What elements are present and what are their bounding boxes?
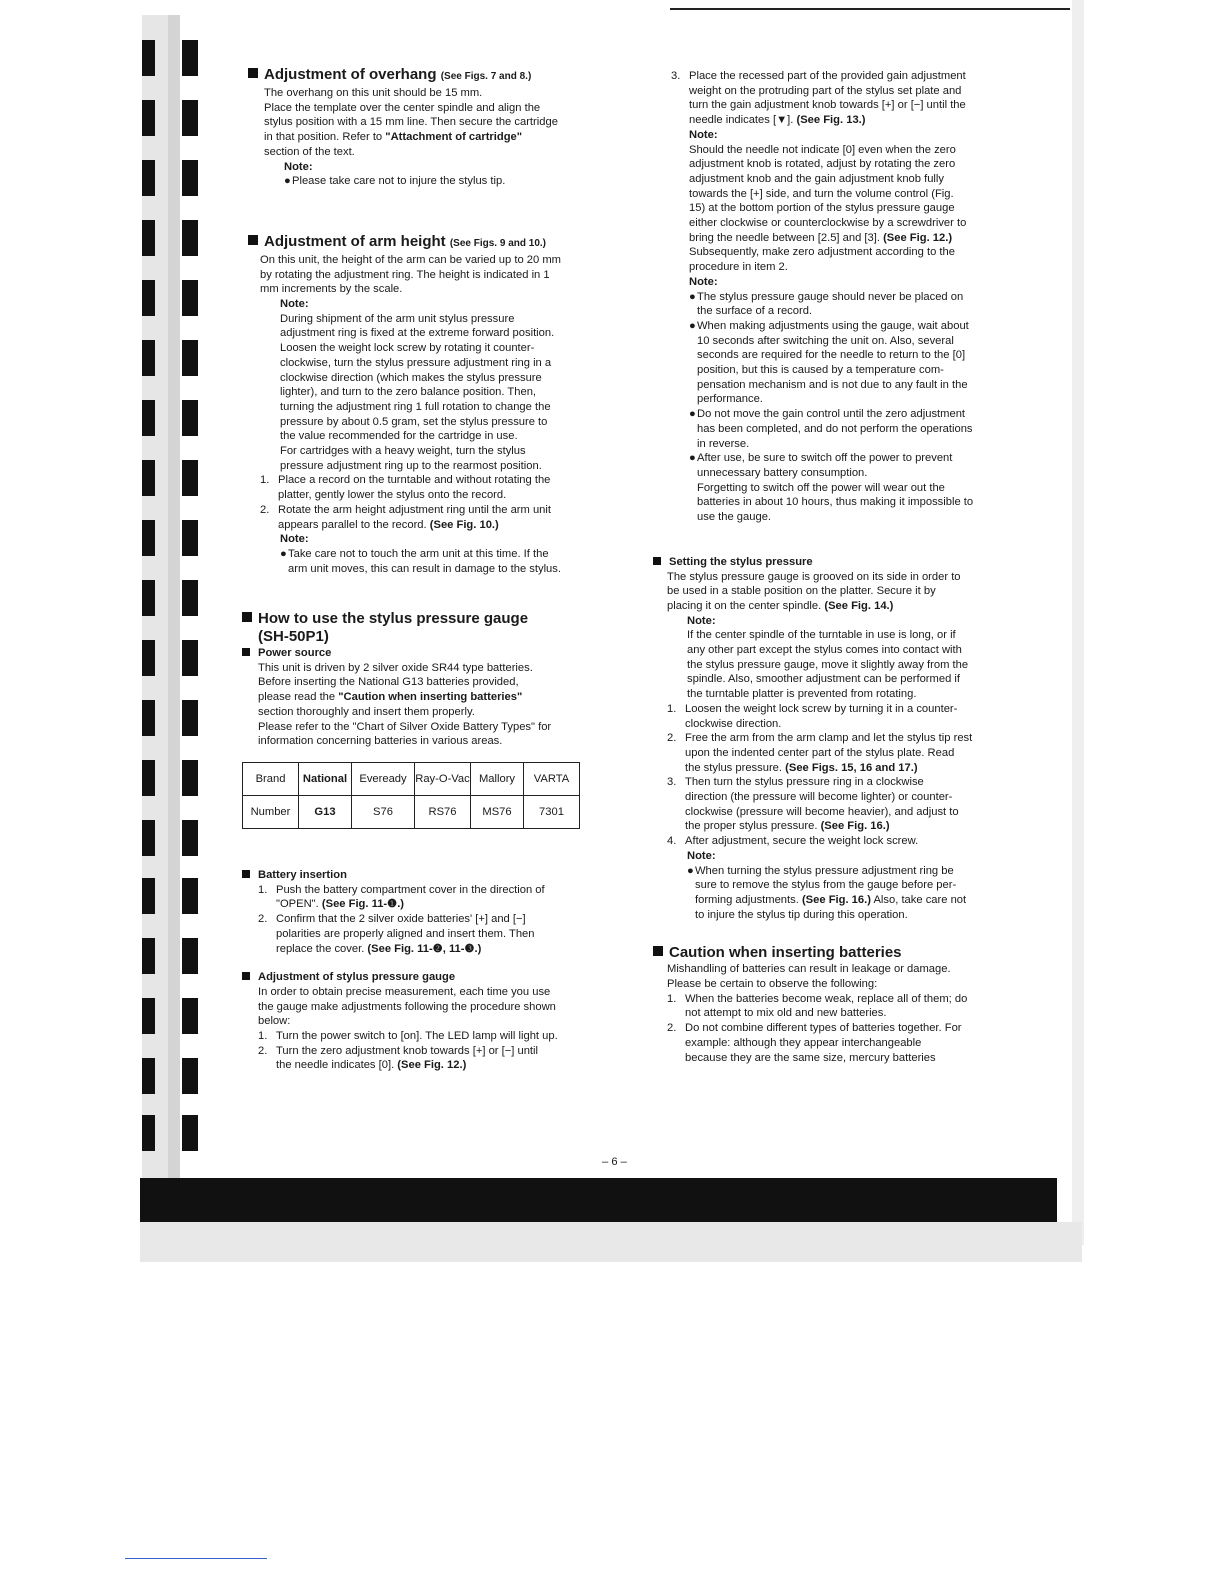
binder-hole	[182, 400, 198, 436]
right-column: 3. Place the recessed part of the provided gain adjustment weight on the protruding part of the stylus set plate and turn the gain adjustment knob towards [+] or [−] until the needle indicates [▼]. (See Fig. 13.) Note: Should the needle not indicate [0] even when the zero adjustment knob is rotated, adjust by rotating the zero adjustment knob and the gain adjustment knob fully towards the [+] side, and turn the volume control (Fig. 15) at the bottom portion of the stylus pressure gauge either clockwise or counterclockwise by a screwdriver to bring the needle between [2.5] and [3]. (See Fig. 12.) Subsequently, make zero adjustment according to the procedure in item 2. Note: ● The stylus pressure gauge should never be placed on the surface of a record. ● When making adjustments using the gauge, wait about 10 seconds after switching the unit on. Also, several seconds are required for the needle to return to the [0] position, but this is caused by a temperature com- pensation mechanism and is not due to any fault in the performance. ● Do not move the gain control until the zero adjustment has been completed, and do not perform the operations in reverse. ● After use, be sure to switch off the power to prevent unnecessary battery consumption. Forgetting to switch off the power will wear out the batteries in about 10 hours, thus making it impossible to use the gauge. Setting the stylus pressure The stylus pressure gauge is grooved on its side in order to be used in a stable position on the platter. Secure it by placing it on the center spindle. (See Fig. 14.) Note: If the center spindle of the turntable in use is long, or if any other part except the stylus comes into contact with the stylus pressure gauge, move it slightly away from the spindle. Also, smoother adjustment can be performed if the turntable platter is prevented from rotating. 1. Loosen the weight lock screw by turning it in a counter- clockwise direction. 2. Free the arm from the arm clamp and let the stylus tip rest upon the indented center part of the stylus plate. Read the stylus pressure. (See Figs. 15, 16 and 17.) 3. Then turn the stylus pressure ring in a clockwise direction (the pressure will become lighter) or counter- clockwise (pressure will become heavier), and adjust to the proper stylus pressure. (See Fig. 16.) 4. After adjustment, secure the weight lock screw. Note: ● When turning the stylus pressure adjustment ring be sure to remove the stylus from the gauge before per- forming adjustments. (See Fig. 16.) Also, take care not to injure the stylus tip during this operation. Caution when inserting batteries Mishandling of batteries can result in leakage or damage. Please be certain to observe the following: 1. When the batteries become weak, replace all of them; do not attempt to mix old and new batteries. 2. Do not combine different types of batteries together. For example: although they appear interchangeable because they are the same size, mercury batteries	[671, 69, 1003, 1065]
table-row: Brand National Eveready Ray-O-Vac Mallory VARTA	[243, 763, 580, 796]
list-item: 2. Rotate the arm height adjustment ring until the arm unit appears parallel to the record. (See Fig. 10.)	[260, 503, 551, 531]
bottom-scan-shadow	[140, 1222, 1082, 1262]
list-item: 2. Turn the zero adjustment knob towards [+] or [−] until the needle indicates [0]. (See Fig. 12.)	[258, 1044, 539, 1072]
dot-bullet-icon: ●	[280, 547, 287, 560]
overhang-heading: Adjustment of overhang (See Figs. 7 and 8.)	[248, 66, 593, 86]
binder-hole	[142, 520, 155, 556]
binder-hole	[142, 640, 155, 676]
arm-height-body: On this unit, the height of the arm can be varied up to 20 mm by rotating the adjustment ring. The height is indicated in 1 mm increments by the scale. Note: During shipment of the arm unit stylus pressure adjustment ring is fixed at the extreme forward position. Loosen the weight lock screw by rotating it counter- clockwise, turn the stylus pressure adjustment ring in a clockwise direction (which makes the stylus pressure lighter), and turn to the zero balance position. Then, turning the adjustment ring 1 full rotation to change the pressure by about 0.5 gram, set the stylus pressure to the value recommended for the cartridge in use. For cartridges with a heavy weight, turn the stylus pressure adjustment ring up to the rearmost position. 1. Place a record on the turntable and without rotating the platter, gently lower the stylus onto the record. 2. Rotate the arm height adjustment ring until the arm unit appears parallel to the record. (See Fig. 10.) Note: ● Take care not to touch the arm unit at this time. If the arm unit moves, this can result in damage to the stylus.	[248, 253, 593, 576]
page-number: – 6 –	[602, 1156, 627, 1168]
list-item: 3. Then turn the stylus pressure ring in a clockwise direction (the pressure will become lighter) or counter- clockwise (pressure will become heavier), and adjust to the proper stylus pressure. (See Fig. 16.)	[667, 776, 959, 833]
binder-hole	[182, 820, 198, 856]
list-item: 2. Free the arm from the arm clamp and let the stylus tip rest upon the indented center part of the stylus plate. Read the stylus pressure. (See Figs. 15, 16 and 17.)	[667, 732, 973, 774]
binder-hole	[182, 938, 198, 974]
page-edge-shadow	[1072, 0, 1084, 1245]
bottom-scan-band	[140, 1178, 1057, 1223]
square-bullet-icon	[248, 235, 258, 245]
binder-hole	[182, 100, 198, 136]
binder-hole	[182, 700, 198, 736]
list-item: 4. After adjustment, secure the weight lock screw.	[667, 835, 919, 848]
binder-hole	[142, 460, 155, 496]
power-source-heading: Power source	[242, 646, 597, 661]
binder-hole	[142, 100, 155, 136]
binder-hole	[182, 580, 198, 616]
binder-hole	[142, 878, 155, 914]
binder-hole	[182, 1115, 198, 1151]
dot-bullet-icon: ●	[689, 408, 696, 421]
binder-hole	[182, 40, 198, 76]
caution-body: Mishandling of batteries can result in leakage or damage. Please be certain to observe the following: 1. When the batteries become weak, replace all of them; do not attempt to mix old and new batteries. 2. Do not combine different types of batteries together. For example: although they appear interchangeable because they are the same size, mercury batteries	[667, 962, 1003, 1065]
binder-hole	[142, 580, 155, 616]
square-bullet-icon	[242, 972, 250, 980]
left-column	[248, 66, 593, 576]
battery-insertion-heading: Battery insertion	[242, 868, 597, 883]
binder-hole	[142, 160, 155, 196]
battery-table	[242, 762, 580, 829]
dot-bullet-icon: ●	[689, 452, 696, 465]
binder-hole	[142, 760, 155, 796]
binder-hole	[142, 938, 155, 974]
binder-hole	[142, 1115, 155, 1151]
list-item: 2. Do not combine different types of batteries together. For example: although they appear interchangeable because they are the same size, mercury batteries	[667, 1022, 962, 1064]
binder-hole	[182, 220, 198, 256]
list-item: 1. Loosen the weight lock screw by turning it in a counter- clockwise direction.	[667, 702, 958, 730]
arm-height-heading: Adjustment of arm height (See Figs. 9 and 10.)	[248, 233, 593, 253]
binder-hole	[142, 700, 155, 736]
square-bullet-icon	[653, 946, 663, 956]
binder-hole	[182, 1058, 198, 1094]
overhang-body: The overhang on this unit should be 15 mm. Place the template over the center spindle and align the stylus position with a 15 mm line. Then secure the cartridge in that position. Refer to "Attachment of cartridge" section of the text. Note: ● Please take care not to injure the stylus tip.	[264, 87, 558, 188]
setting-pressure-heading: Setting the stylus pressure	[653, 555, 1003, 570]
binder-hole	[182, 520, 198, 556]
setting-pressure-body: The stylus pressure gauge is grooved on its side in order to be used in a stable position on the platter. Secure it by placing it on the center spindle. (See Fig. 14.) Note: If the center spindle of the turntable in use is long, or if any other part except the stylus comes into contact with the stylus pressure gauge, move it slightly away from the spindle. Also, smoother adjustment can be performed if the turntable platter is prevented from rotating. 1. Loosen the weight lock screw by turning it in a counter- clockwise direction. 2. Free the arm from the arm clamp and let the stylus tip rest upon the indented center part of the stylus plate. Read the stylus pressure. (See Figs. 15, 16 and 17.) 3. Then turn the stylus pressure ring in a clockwise direction (the pressure will become lighter) or counter- clockwise (pressure will become heavier), and adjust to the proper stylus pressure. (See Fig. 16.) 4. After adjustment, secure the weight lock screw. Note: ● When turning the stylus pressure adjustment ring be sure to remove the stylus from the gauge before per- forming adjustments. (See Fig. 16.) Also, take care not to injure the stylus tip during this operation.	[667, 570, 1003, 923]
binder-hole	[182, 460, 198, 496]
dot-bullet-icon: ●	[689, 319, 696, 332]
insertion-section	[242, 868, 597, 1073]
dot-bullet-icon: ●	[689, 290, 696, 303]
binder-hole	[182, 998, 198, 1034]
binder-hole	[182, 640, 198, 676]
binder-hole	[142, 998, 155, 1034]
square-bullet-icon	[653, 557, 661, 565]
gauge-section: How to use the stylus pressure gauge (SH-50P1) Power source This unit is driven by 2 silver oxide SR44 type batteries. Before inserting the National G13 batteries provided, please read the "Caution when inserting batteries" section thoroughly and insert them properly. Please refer to the "Chart of Silver Oxide Battery Types" for information concerning batteries in various areas.	[242, 610, 597, 749]
list-item: 1. Place a record on the turntable and without rotating the platter, gently lower the stylus onto the record.	[260, 474, 551, 502]
binder-hole	[142, 400, 155, 436]
list-item: 2. Confirm that the 2 silver oxide batteries' [+] and [−] polarities are properly aligned and insert them. Then replace the cover. (See Fig. 11-❷, 11-❸.)	[258, 913, 535, 955]
list-item: 1. When the batteries become weak, replace all of them; do not attempt to mix old and new batteries.	[667, 992, 968, 1020]
dot-bullet-icon: ●	[284, 175, 291, 188]
binder-hole	[182, 280, 198, 316]
gauge-heading: How to use the stylus pressure gauge	[242, 610, 597, 628]
binder-hole	[142, 280, 155, 316]
power-source-body: This unit is driven by 2 silver oxide SR44 type batteries. Before inserting the National G13 batteries provided, please read the "Caution when inserting batteries" section thoroughly and insert them properly. Please refer to the "Chart of Silver Oxide Battery Types" for information concerning batteries in various areas.	[258, 661, 552, 748]
binder-hole	[142, 220, 155, 256]
top-rule	[670, 8, 1070, 10]
square-bullet-icon	[242, 648, 250, 656]
square-bullet-icon	[242, 612, 252, 622]
binder-hole	[182, 760, 198, 796]
gauge-adjustment-body: In order to obtain precise measurement, each time you use the gauge make adjustments following the procedure shown below:	[258, 985, 556, 1028]
table-row: Number G13 S76 RS76 MS76 7301	[243, 796, 580, 829]
square-bullet-icon	[242, 870, 250, 878]
dot-bullet-icon: ●	[687, 864, 694, 877]
binder-hole	[142, 820, 155, 856]
gauge-adjustment-heading: Adjustment of stylus pressure gauge	[242, 970, 597, 985]
binder-hole	[182, 160, 198, 196]
binder-hole	[142, 40, 155, 76]
binder-shadow-inner	[168, 15, 180, 1195]
list-item: 1. Push the battery compartment cover in the direction of "OPEN". (See Fig. 11-❶.)	[258, 883, 545, 911]
square-bullet-icon	[248, 68, 258, 78]
binder-hole	[182, 340, 198, 376]
binder-hole	[142, 340, 155, 376]
binder-hole	[182, 878, 198, 914]
bottom-underline	[125, 1558, 267, 1559]
list-item: 1. Turn the power switch to [on]. The LED lamp will light up.	[258, 1030, 558, 1043]
binder-hole	[142, 1058, 155, 1094]
caution-heading: Caution when inserting batteries	[653, 944, 1003, 962]
